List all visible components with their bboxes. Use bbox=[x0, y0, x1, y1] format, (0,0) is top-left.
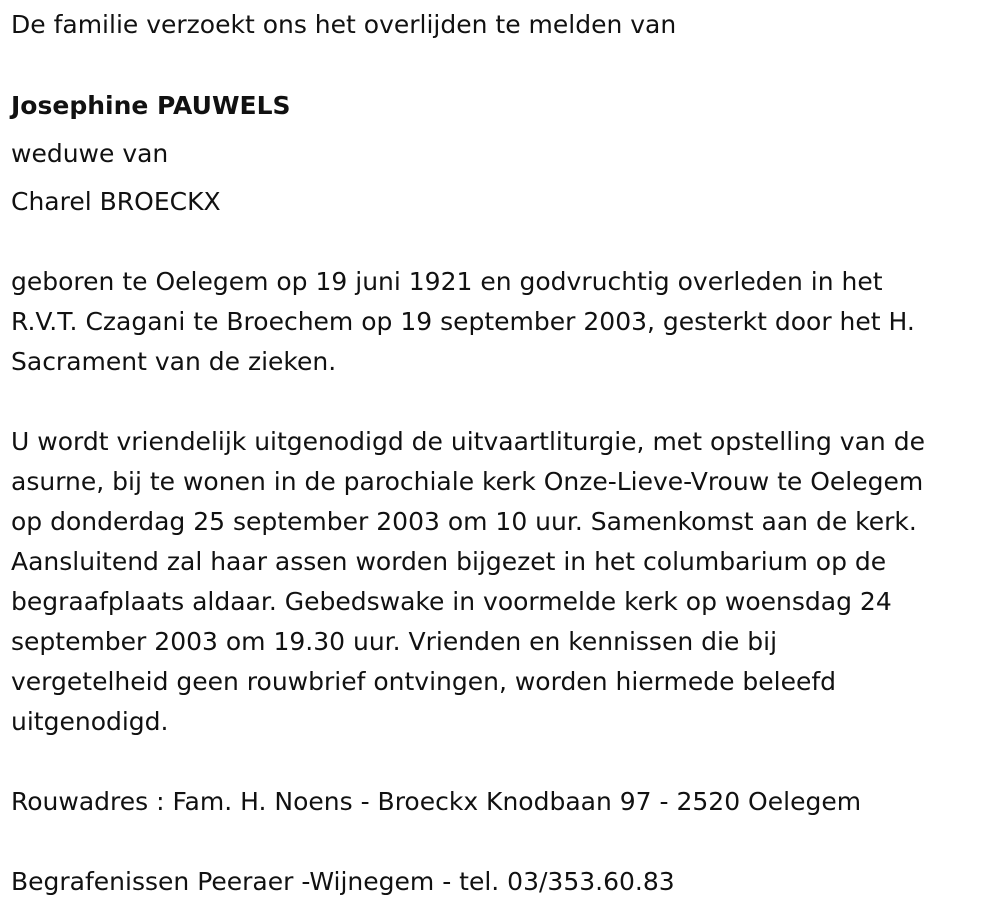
ceremony-line: vergetelheid geen rouwbrief ontvingen, worden hiermede beleefd bbox=[11, 667, 837, 696]
ceremony-line: uitgenodigd. bbox=[11, 707, 169, 736]
birth-death-line: geboren te Oelegem op 19 juni 1921 en godvruchtig overleden in het bbox=[11, 267, 883, 296]
ceremony-line: asurne, bij te wonen in de parochiale kerk Onze-Lieve-Vrouw te Oelegem bbox=[11, 467, 924, 496]
relation-text: weduwe van bbox=[11, 139, 169, 168]
ceremony-line: U wordt vriendelijk uitgenodigd de uitvaartliturgie, met opstelling van de bbox=[11, 427, 925, 456]
ceremony-line: op donderdag 25 september 2003 om 10 uur. Samenkomst aan de kerk. bbox=[11, 507, 917, 536]
mourning-address: Rouwadres : Fam. H. Noens - Broeckx Knodbaan 97 - 2520 Oelegem bbox=[11, 787, 862, 816]
spouse-name: Charel BROECKX bbox=[11, 187, 221, 216]
ceremony-line: september 2003 om 19.30 uur. Vrienden en kennissen die bij bbox=[11, 627, 778, 656]
birth-death-line: Sacrament van de zieken. bbox=[11, 347, 337, 376]
ceremony-line: Aansluitend zal haar assen worden bijgezet in het columbarium op de bbox=[11, 547, 887, 576]
deceased-name: Josephine PAUWELS bbox=[11, 91, 291, 120]
birth-death-line: R.V.T. Czagani te Broechem op 19 september 2003, gesterkt door het H. bbox=[11, 307, 915, 336]
funeral-home: Begrafenissen Peeraer -Wijnegem - tel. 03/353.60.83 bbox=[11, 867, 675, 896]
intro-text: De familie verzoekt ons het overlijden te melden van bbox=[11, 10, 677, 39]
ceremony-line: begraafplaats aldaar. Gebedswake in voormelde kerk op woensdag 24 bbox=[11, 587, 892, 616]
